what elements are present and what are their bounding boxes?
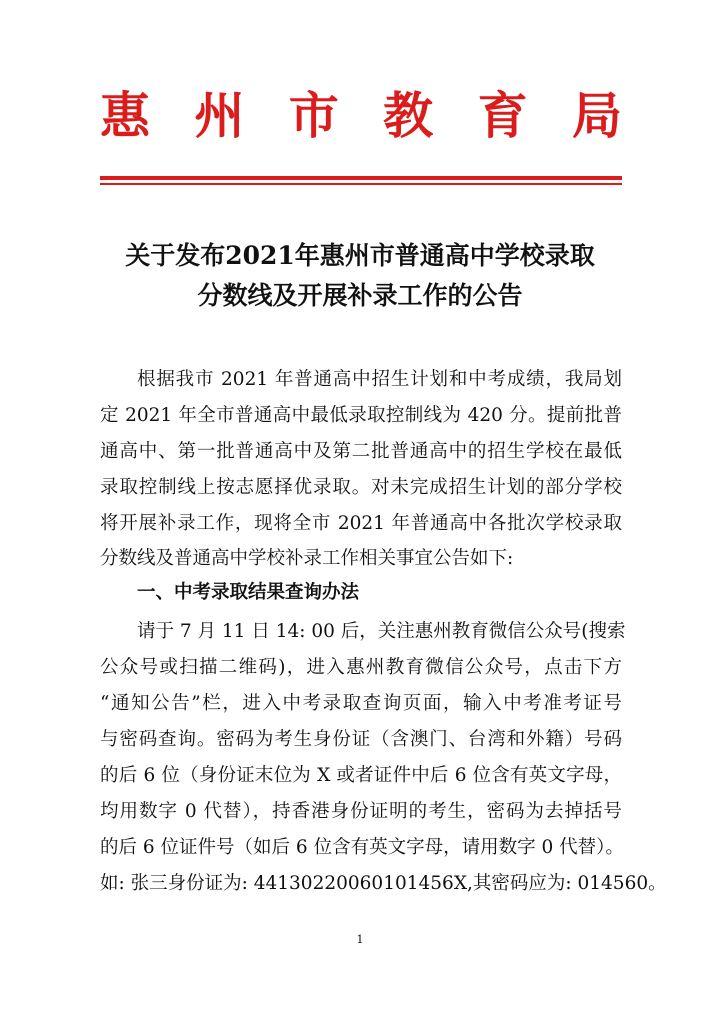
intro-line: 分数线及普通高中学校补录工作相关事宜公告如下: — [100, 548, 514, 569]
section-1-line: 如: 张三身份证为: 44130220060101456X,其密码应为: 014560。 — [100, 873, 667, 894]
section-1-line: 的后 6 位证件号（如后 6 位含有英文字母，请用数字 0 代替）。 — [100, 837, 624, 858]
document-title-line-2: 分数线及开展补录工作的公告 — [197, 281, 523, 310]
intro-line: 根据我市 2021 年普通高中招生计划和中考成绩，我局划 — [137, 369, 622, 390]
intro-line: 将开展补录工作，现将全市 2021 年普通高中各批次学校录取 — [100, 513, 622, 534]
masthead-char: 州 — [194, 86, 245, 145]
intro-line: 录取控制线上按志愿择优录取。对未完成招生计划的部分学校 — [100, 477, 622, 498]
masthead-char: 市 — [288, 86, 339, 145]
section-1-line: “通知公告”栏，进入中考录取查询页面，输入中考准考证号 — [100, 693, 622, 714]
section-1-line: 请于 7 月 11 日 14: 00 后，关注惠州教育微信公众号(搜索 — [137, 621, 626, 642]
masthead-char: 局 — [571, 86, 622, 145]
intro-line: 定 2021 年全市普通高中最低录取控制线为 420 分。提前批普 — [100, 405, 622, 426]
section-1-line: 与密码查询。密码为考生身份证（含澳门、台湾和外籍）号码 — [100, 729, 622, 750]
red-rule-thick — [100, 176, 622, 180]
intro-line: 通高中、第一批普通高中及第二批普通高中的招生学校在最低 — [100, 441, 622, 462]
masthead-char: 育 — [477, 86, 528, 145]
section-1-line: 公众号或扫描二维码)，进入惠州教育微信公众号，点击下方 — [100, 657, 622, 678]
masthead-char: 惠 — [100, 86, 150, 145]
section-1-line: 均用数字 0 代替），持香港身份证明的考生，密码为去掉括号 — [100, 801, 622, 822]
section-1-line: 的后 6 位（身份证末位为 X 或者证件中后 6 位含有英文字母， — [100, 765, 622, 786]
section-1-heading: 一、中考录取结果查询办法 — [137, 582, 360, 603]
page-number: 1 — [356, 933, 364, 946]
document-title-line-1: 关于发布2021年惠州市普通高中学校录取 — [125, 241, 595, 270]
red-rule-thin — [100, 183, 622, 185]
masthead-char: 教 — [383, 86, 434, 145]
masthead-title — [100, 86, 622, 146]
